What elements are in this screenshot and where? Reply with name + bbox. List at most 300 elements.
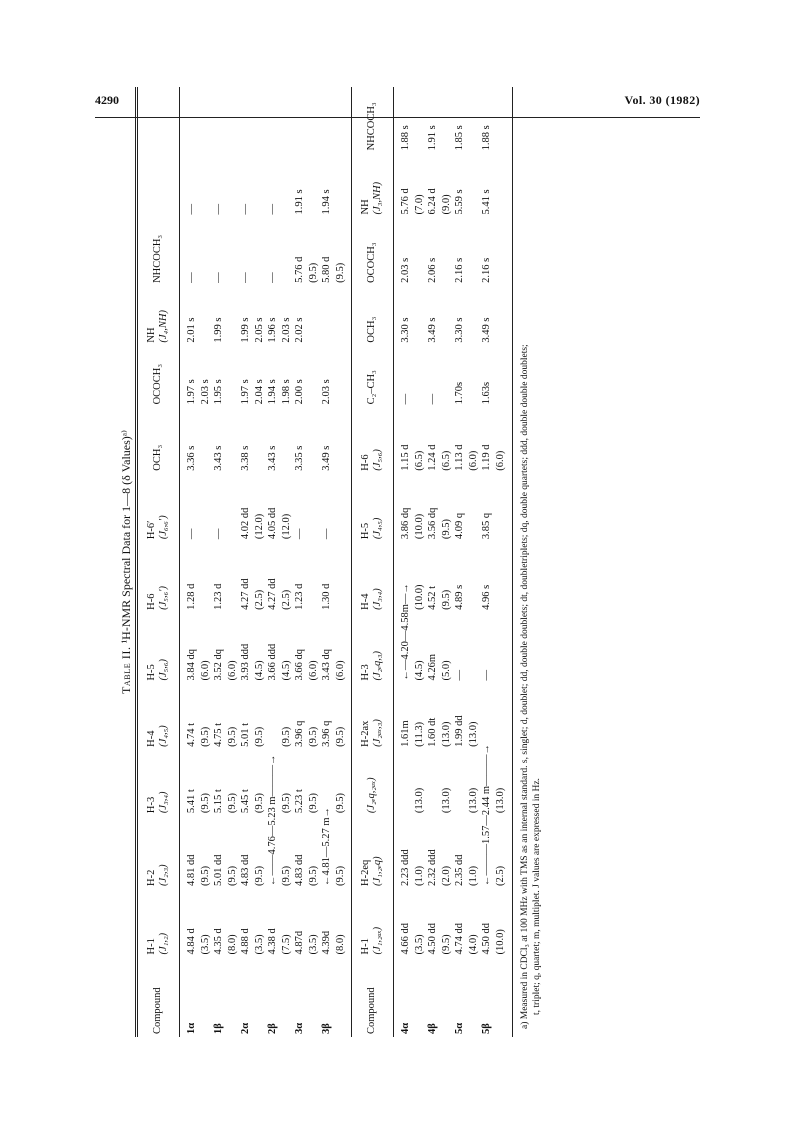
table2-col-name: OCOCH₃ [365,242,377,283]
value-cell: 4.38 d [266,927,278,954]
value-cell: (1.0) [467,865,478,886]
value-cell [225,407,239,473]
value-cell: (2.5) [493,816,512,889]
table2-col-name: H-5 [359,522,371,539]
table2-col-header-3 [351,749,393,815]
page-number: 4290 [95,93,119,107]
compound-cell [333,957,351,1037]
value-cell: 3.52 dq [212,648,224,681]
value-cell: (6.5) [413,450,424,471]
table-row [225,87,239,1037]
value-cell: 4.88 d [239,927,251,954]
value-cell [333,285,351,345]
journal-volume: Vol. 30 (1982) [624,93,700,107]
value-cell [333,87,351,153]
value-cell: 3.43 s [212,445,224,471]
value-cell [306,407,320,473]
value-cell: (1.0) [413,865,424,886]
value-cell: 4.26m [426,653,438,681]
compound-cell: 5α [453,1022,465,1034]
table1-col-header-5 [136,612,179,683]
value-cell [198,217,212,285]
value-cell [279,217,293,285]
value-cell: 4.35 d [212,927,224,954]
value-cell: (9.5) [199,726,210,747]
table2-col-header-8 [351,407,393,473]
value-cell [320,749,334,815]
value-cell: 3.93 ddd [239,643,251,681]
value-cell: 4.83 dd [293,853,305,886]
table2-col-name: H-6 [359,453,371,471]
value-cell: 1.63s [480,381,492,404]
value-cell: 1.96 s [266,316,278,343]
value-cell: 2.35 dd [453,853,465,886]
value-cell: — [293,528,305,539]
value-cell: 1.99 s [212,316,224,343]
value-cell [179,87,198,153]
value-cell: 3.66 ddd [266,643,278,681]
value-cell [493,612,512,683]
table2-col-coupling: (J₂ₑq,₂ₐₓ) [365,776,377,813]
table2-col-name: H-2eq [359,859,371,886]
value-cell: 3.86 dq [399,507,411,539]
value-cell: (11.3) [413,721,424,747]
value-cell: 1.13 d [453,443,465,471]
value-cell: 2.16 s [480,257,492,283]
table1-col-header-6 [136,542,179,613]
value-cell: — [453,669,465,681]
table1-col-header-11 [136,217,179,285]
value-cell: (7.5) [280,933,291,954]
value-cell: (9.5) [440,589,451,610]
value-cell [252,217,266,285]
value-cell [293,87,307,153]
value-cell [439,87,453,153]
value-cell: (10.0) [413,513,424,539]
value-cell: 2.06 s [426,257,438,283]
value-cell [225,345,239,407]
value-cell: (13.0) [440,720,451,747]
value-cell: 3.49 s [426,316,438,343]
value-cell: (13.0) [467,720,478,747]
table1-col-name: NH [145,326,157,343]
table2-col-name: H-4 [359,593,371,610]
value-cell: 5.76 d [399,187,411,214]
table2-col-coupling: (J₃,NH) [371,181,383,214]
table-row [179,87,198,1037]
value-cell: 1.60 dt [426,717,438,747]
value-cell: — [212,528,224,539]
value-cell: (13.0) [467,787,478,813]
table-label: Table II. [118,645,133,694]
value-cell: 4.52 t [426,585,438,610]
table2-col-coupling: (J₃,₄) [371,587,383,610]
value-cell [439,345,453,407]
table-row [239,87,253,1037]
value-cell [480,683,494,749]
value-cell [333,542,351,613]
value-cell [252,407,266,473]
value-cell: 2.03 s [399,257,411,283]
table2-col-name: OCH₃ [365,316,377,343]
value-cell: (5.0) [440,659,451,681]
value-cell [320,87,334,153]
value-cell: (9.5) [253,726,264,747]
value-cell [225,285,239,345]
table2-col-header-11 [351,217,393,285]
footnote-line-1: a) Measured in CDCl₃ at 100 MHz with TMS as an internal standard. s, singlet; d, doublet; dd, double doublets; dt, doubletriplets; dq, double quartets; ddd, double double doublets; [519,343,530,1029]
table1-col-name: H-5 [145,663,157,681]
compound-cell [198,957,212,1037]
table1-col-name: OCH₃ [151,444,163,471]
compound-cell: 1β [212,1022,224,1034]
value-cell [306,285,320,345]
value-cell: 3.56 dq [426,507,438,539]
value-cell: — [185,203,197,214]
value-cell: (9.5) [440,933,451,954]
table2-col-name: NHCOCH₃ [365,101,377,150]
compound-cell: 4β [426,1022,438,1034]
value-cell: 3.49 s [320,445,332,471]
value-cell [333,153,351,217]
value-cell [306,542,320,613]
table2-col-name: H-1 [359,937,371,954]
table1-col-name: H-6′ [145,520,157,539]
footnote-line-2: t, triplet; q, quartet; m, multiplet. J values are expressed in Hz. [531,777,542,1015]
table1-col-coupling: (J₄,NH) [157,309,169,343]
value-cell: (9.5) [307,865,318,886]
value-cell: — [185,528,197,539]
value-cell: 4.89 s [453,584,465,610]
value-cell: (4.0) [467,933,478,954]
value-cell: 1.94 s [320,188,332,214]
table-row [466,87,480,1037]
value-cell: 2.23 ddd [399,848,411,886]
value-cell: ←4.81—5.27 m→ [320,806,332,886]
value-cell: 3.30 s [399,316,411,343]
table-footnote [519,87,543,1037]
value-cell: 1.88 s [480,124,492,150]
value-cell [412,345,426,407]
table2-col-header-13 [351,87,393,153]
value-cell: 4.74 dd [453,922,465,954]
value-cell [279,407,293,473]
value-cell [198,542,212,613]
value-cell: 2.04 s [253,378,264,404]
value-cell: 5.41 s [480,188,492,214]
table1-col-header-10 [136,285,179,345]
value-cell: (9.5) [226,865,237,886]
compound-cell: 2β [266,1022,278,1034]
value-cell [266,683,280,749]
value-cell: (4.5) [413,659,424,681]
table-row [212,87,226,1037]
value-cell: 4.81 dd [185,853,197,886]
value-cell: (6.0) [226,659,237,681]
value-cell: — [185,271,197,283]
value-cell: 4.66 dd [399,922,411,954]
table1-header-row [136,87,179,1037]
value-cell: (12.0) [253,513,264,539]
table2-col-header-10 [351,285,393,345]
compound-cell: 2α [239,1022,251,1034]
value-cell: — [266,271,278,283]
value-cell: (3.5) [199,933,210,954]
value-cell: 4.27 dd [239,577,251,610]
table2-col-header-12 [351,153,393,217]
value-cell: 3.36 s [185,445,197,471]
value-cell: 5.76 d [293,256,305,283]
table1-col-header-7 [136,473,179,541]
value-cell: 1.30 d [320,583,332,610]
value-cell: 2.03 s [320,378,332,404]
table-row [252,87,266,1037]
value-cell: (9.5) [280,792,291,813]
value-cell [466,612,480,683]
value-cell: (9.5) [334,262,345,283]
table-row [453,87,467,1037]
table1-col-coupling: (J₂,₃) [157,863,169,886]
table1-col-name: OCOCH₃ [151,363,163,404]
table2-col-name: H-2ax [359,720,371,747]
table2-col-coupling: (J₂ₐₓ,₃) [371,718,383,747]
value-cell: 3.85 q [480,512,492,539]
compound-cell [279,957,293,1037]
value-cell: 3.30 s [453,316,465,343]
table2-col-header-2 [351,816,393,889]
value-cell: — [426,393,438,404]
value-cell [393,749,412,815]
value-cell [333,345,351,407]
table1-col-name: H-2 [145,869,157,886]
value-cell: 6.24 d [426,187,438,214]
table1-col-coupling: (J₄,₅) [157,724,169,747]
value-cell: 4.50 dd [480,922,492,954]
value-cell: ←——4.76—5.23 m———→ [266,753,278,886]
value-cell: 1.95 s [212,378,224,404]
table1-col-header-4 [136,683,179,749]
value-cell [279,87,293,153]
table1-col-coupling: (J₅,₆′) [157,585,169,610]
value-cell [198,285,212,345]
value-cell [225,153,239,217]
table1-col-coupling: (J₃,₄) [157,790,169,813]
value-cell: (9.5) [226,726,237,747]
value-cell [198,153,212,217]
rotated-table-block [117,87,677,1037]
compound-cell: 1α [185,1022,197,1034]
value-cell [466,345,480,407]
table1-col-name: H-3 [145,796,157,813]
compound-cell [412,957,426,1037]
value-cell: (9.0) [440,193,451,214]
value-cell [453,749,467,815]
value-cell: 2.03 s [280,316,291,343]
value-cell [333,407,351,473]
value-cell: 4.50 dd [426,922,438,954]
value-cell [266,87,280,153]
value-cell: (2.5) [280,589,291,610]
value-cell: (4.5) [253,659,264,681]
value-cell: 1.88 s [399,124,411,150]
value-cell: (9.5) [334,792,345,813]
value-cell: (9.5) [280,865,291,886]
value-cell [412,87,426,153]
value-cell [198,407,212,473]
value-cell: (4.5) [280,659,291,681]
value-cell: (9.5) [199,865,210,886]
value-cell: — [399,393,411,404]
value-cell: 1.15 d [399,443,411,471]
value-cell [198,87,212,153]
value-cell: 1.85 s [453,124,465,150]
value-cell: (13.0) [440,787,451,813]
table1-body [179,87,351,1037]
value-cell: 1.99 dd [453,714,465,747]
value-cell: — [320,528,332,539]
value-cell: 2.00 s [293,378,305,404]
value-cell [225,87,239,153]
table2-col-header-9 [351,345,393,407]
value-cell [493,153,512,217]
value-cell: 1.61m [399,719,411,747]
table-title: ¹H-NMR Spectral Data for 1—8 (δ Values)ᵃ⁾ [118,429,133,643]
value-cell: (9.5) [307,262,318,283]
value-cell: — [480,669,492,681]
value-cell: — [266,203,278,214]
table1-col-name: Compound [151,986,163,1034]
value-cell: 4.39d [320,930,332,954]
value-cell [493,542,512,613]
value-cell [333,473,351,541]
value-cell: 5.15 t [212,788,224,813]
value-cell: (3.5) [253,933,264,954]
value-cell: 4.83 dd [239,853,251,886]
value-cell: 1.94 s [266,378,278,404]
value-cell [466,217,480,285]
value-cell [306,345,320,407]
value-cell: 3.96 q [293,720,305,747]
value-cell [493,683,512,749]
table2-col-name: H-3 [359,663,371,681]
value-cell: (2.0) [440,865,451,886]
table2-col-name: Compound [365,986,377,1034]
table1-col-name: H-6 [145,593,157,610]
value-cell [212,87,226,153]
value-cell: — [239,203,251,214]
value-cell: 4.87d [293,930,305,954]
value-cell [412,285,426,345]
compound-cell [439,957,453,1037]
value-cell [493,217,512,285]
value-cell: (10.0) [413,583,424,610]
value-cell: (13.0) [493,749,512,815]
table-row [320,87,334,1037]
value-cell: 5.01 t [239,722,251,747]
value-cell [493,87,512,153]
value-cell [493,345,512,407]
value-cell: 2.02 s [293,316,305,343]
value-cell: 3.49 s [480,316,492,343]
table-row [412,87,426,1037]
value-cell [466,473,480,541]
value-cell: 1.97 s [239,378,251,404]
value-cell: (7.0) [413,193,424,214]
value-cell: 4.96 s [480,584,492,610]
value-cell [306,153,320,217]
compound-cell: 3α [293,1022,305,1034]
value-cell: (6.5) [440,450,451,471]
table1-col-header-empty [136,153,179,217]
value-cell: 1.19 d [480,443,492,471]
value-cell: 4.09 q [453,512,465,539]
value-cell [252,153,266,217]
value-cell: 4.05 dd [266,507,278,539]
value-cell: 5.01 dd [212,853,224,886]
value-cell [320,285,334,345]
table2-col-header-5 [351,612,393,683]
value-cell: (3.5) [413,933,424,954]
value-cell: — [212,203,224,214]
value-cell: 3.43 dq [320,648,332,681]
value-cell [493,473,512,541]
value-cell: (6.0) [199,659,210,681]
value-cell [225,217,239,285]
value-cell: (9.5) [307,792,318,813]
table1-col-header-2 [136,816,179,889]
value-cell [439,217,453,285]
table1-col-header-empty [136,87,179,153]
value-cell: 1.91 s [426,124,438,150]
table2-col-header-1 [351,888,393,956]
table-row [439,87,453,1037]
value-cell: 4.74 t [185,722,197,747]
table2-col-header-4 [351,683,393,749]
table1-col-header-1 [136,888,179,956]
value-cell: (6.0) [334,659,345,681]
table2-col-coupling: (J₂ₑq,₃) [371,650,383,681]
value-cell: 4.27 dd [266,577,278,610]
value-cell: 2.16 s [453,257,465,283]
value-cell: 5.80 d [320,256,332,283]
value-cell: (2.5) [253,589,264,610]
value-cell: 2.05 s [253,316,264,343]
value-cell: 1.23 d [212,583,224,610]
table2-header-row [351,87,393,1037]
value-cell: (9.5) [307,726,318,747]
value-cell: (9.5) [334,865,345,886]
value-cell: 2.32 ddd [426,848,438,886]
compound-cell: 5β [480,1022,492,1034]
table2-body [393,87,512,1037]
value-cell: 4.02 dd [239,507,251,539]
value-cell: (3.5) [307,933,318,954]
table1-col-name: NHCOCH₃ [151,234,163,283]
value-cell [493,285,512,345]
table1-col-header-9 [136,345,179,407]
table-row [333,87,351,1037]
compound-cell [252,957,266,1037]
value-cell: 1.97 s [185,378,197,404]
table1-col-header-3 [136,749,179,815]
value-cell: (9.5) [253,792,264,813]
value-cell: 1.28 d [185,583,197,610]
compound-cell: 3β [320,1022,332,1034]
value-cell [225,473,239,541]
table2-col-header-0 [351,957,393,1037]
value-cell: 3.43 s [266,445,278,471]
table-row [426,87,440,1037]
